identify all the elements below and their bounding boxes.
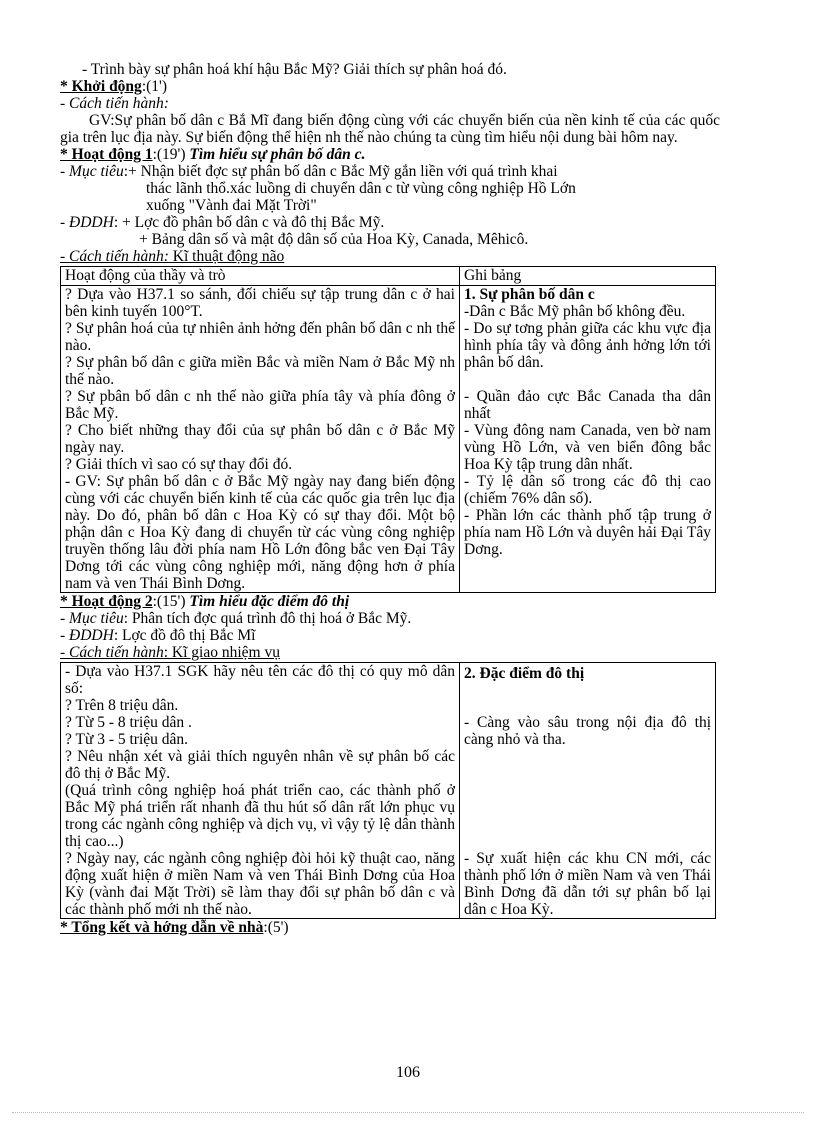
cach-tien-hanh-1: - Cách tiến hành: bbox=[60, 95, 169, 112]
hd2-dddh-text: : Lợc đồ đô thị Bắc Mĩ bbox=[113, 627, 256, 644]
hd1-left-q2: ? Sự phân hoá của tự nhiên ảnh hởng đến phân bố dân c nh thế nào. bbox=[65, 320, 455, 354]
hd2-right-1: - Càng vào sâu trong nội địa đô thị càng nhỏ và tha. bbox=[464, 714, 711, 748]
hd1-muc-tieu-1: :+ Nhận biết đợc sự phân bố dân c Bắc Mỹ gắn liền với quá trình khai bbox=[123, 163, 558, 180]
hd1-cth-label: - Cách tiến hành: bbox=[60, 248, 169, 265]
hd2-left-7: ? Ngày nay, các ngành công nghiệp đòi hỏi kỹ thuật cao, năng động xuất hiện ở miền Nam và ven Thái Bình Dơng của Hoa Kỳ (vành đai Mặt Trời) sẽ làm thay đổi sự phân bố dân c và các thành phố mới nh thế nào. bbox=[65, 850, 455, 918]
hd1-right-5: - Tỷ lệ dân số trong các đô thị cao (chiếm 76% dân số). bbox=[464, 473, 711, 507]
hd2-left-5: ? Nêu nhận xét và giải thích nguyên nhân về sự phân bố các đô thị ở Bắc Mỹ. bbox=[65, 748, 455, 782]
hd2-muc-tieu-text: : Phân tích đợc quá trình đô thị hoá ở Bắc Mỹ. bbox=[123, 610, 412, 627]
khoi-dong-label: * Khởi động bbox=[60, 78, 142, 95]
hd2-right-title: 2. Đặc điểm đô thị bbox=[464, 665, 585, 682]
hd1-muc-tieu bbox=[60, 163, 720, 180]
hd1-muc-tieu-2: thác lãnh thổ.xác luồng di chuyển dân c từ vùng công nghiệp Hồ Lớn bbox=[146, 180, 576, 197]
hd1-header-left: Hoạt động của thầy và trò bbox=[61, 267, 460, 286]
hd2-heading bbox=[60, 593, 720, 610]
hd1-left-cell bbox=[61, 286, 460, 593]
hd2-left-cell bbox=[61, 663, 460, 919]
hd2-left-1: - Dựa vào H37.1 SGK hãy nêu tên các đô thị có quy mô dân số: bbox=[65, 663, 455, 697]
hd1-dddh-1: : + Lợc đồ phân bố dân c và đô thị Bắc Mỹ. bbox=[113, 214, 385, 231]
hd1-title: Tìm hiểu sự phân bố dân c. bbox=[189, 146, 366, 163]
hd2-right-cell bbox=[460, 663, 716, 919]
tong-ket-heading bbox=[60, 919, 720, 936]
hd2-muc-tieu bbox=[60, 610, 720, 627]
hd1-right-2: - Do sự tơng phản giữa các khu vực địa hình phía tây và đông ảnh hởng lớn tới phân bố dân. bbox=[464, 320, 711, 371]
hd2-table bbox=[60, 662, 716, 919]
hd1-muc-tieu-3: xuống "Vành đai Mặt Trời" bbox=[146, 197, 317, 214]
hd1-right-1: -Dân c Bắc Mỹ phân bố không đều. bbox=[464, 303, 686, 320]
hd2-left-2: ? Trên 8 triệu dân. bbox=[65, 697, 179, 714]
page-bottom-divider bbox=[12, 1112, 804, 1113]
hd1-right-title: 1. Sự phân bố dân c bbox=[464, 286, 595, 303]
hd2-dddh-label: - ĐDDH bbox=[60, 627, 114, 644]
tong-ket-time: :(5') bbox=[263, 919, 289, 936]
hd1-table bbox=[60, 266, 716, 593]
hd1-right-3: - Quần đảo cực Bắc Canada tha dân nhất bbox=[464, 388, 711, 422]
hd2-cth-label: - Cách tiến hành bbox=[60, 644, 164, 661]
spacer bbox=[464, 684, 711, 714]
hd1-time: :(19') bbox=[152, 146, 186, 163]
hd1-heading bbox=[60, 146, 720, 163]
hd2-table-body bbox=[61, 663, 716, 919]
hd1-right-cell bbox=[460, 286, 716, 593]
tong-ket-label: * Tổng kết và hớng dẫn về nhà bbox=[60, 919, 264, 936]
spacer bbox=[464, 748, 711, 850]
page-number: 106 bbox=[396, 1064, 420, 1081]
spacer bbox=[464, 371, 711, 388]
hd2-left-4: ? Từ 3 - 5 triệu dân. bbox=[65, 731, 189, 748]
hd2-time: :(15') bbox=[152, 593, 186, 610]
hd1-left-q1: ? Dựa vào H37.1 so sánh, đối chiếu sự tập trung dân c ở hai bên kinh tuyến 100°T. bbox=[65, 286, 455, 320]
document-page bbox=[60, 61, 720, 936]
hd2-right-2: - Sự xuất hiện các khu CN mới, các thành phố lớn ở miền Nam và ven Thái Bình Dơng đã dẫn tới sự phân bố lại dân c Hoa Kỳ. bbox=[464, 850, 711, 918]
hd2-cach-tien-hanh bbox=[60, 644, 720, 661]
hd2-muc-tieu-label: - Mục tiêu bbox=[60, 610, 124, 627]
khoi-dong-time: :(1') bbox=[141, 78, 167, 95]
intro-line: - Trình bày sự phân hoá khí hậu Bắc Mỹ? Giải thích sự phân hoá đó. bbox=[82, 61, 507, 78]
hd1-left-q5: ? Cho biết những thay đổi của sự phân bố dân c ở Bắc Mỹ ngày nay. bbox=[65, 422, 455, 456]
hd2-left-6: (Quá trình công nghiệp hoá phát triển cao, các thành phố ở Bắc Mỹ phá triển rất nhanh đã thu hút số dân rất lớn phục vụ trong các ngành công nghiệp và dịch vụ, vì vậy tỷ lệ dân thành thị cao...) bbox=[65, 782, 455, 850]
hd1-left-q3: ? Sự phân bố dân c giữa miền Bắc và miền Nam ở Bắc Mỹ nh thế nào. bbox=[65, 354, 455, 388]
hd1-muc-tieu-label: - Mục tiêu bbox=[60, 163, 124, 180]
hd1-left-q6: ? Giải thích vì sao có sự thay đổi đó. bbox=[65, 456, 293, 473]
hd1-table-header bbox=[61, 267, 716, 286]
hd1-left-q4: ? Sự pbân bố dân c nh thế nào giữa phía tây và phía đông ở Bắc Mỹ. bbox=[65, 388, 455, 422]
hd1-left-gv: - GV: Sự phân bố dân c ở Bắc Mỹ ngày nay đang biến động cùng với các chuyển biến kinh tế của các quốc gia trên lục địa này. Do đó, phân bố dân c Hoa Kỳ có sự thay đổi. Một bộ phận dân c Hoa Kỳ đang di chuyển từ các vùng công nghiệp truyền thống lâu đời phía nam Hồ Lớn đông bắc ven Đại Tây Dơng tới các vùng công nghiệp mới, năng động hơn ở phía nam và ven Thái Bình Dơng. bbox=[65, 473, 455, 592]
hd1-table-body bbox=[61, 286, 716, 593]
hd1-right-6: - Phần lớn các thành phố tập trung ở phía nam Hồ Lớn và duyên hải Đại Tây Dơng. bbox=[464, 507, 711, 558]
hd2-dddh bbox=[60, 627, 720, 644]
gv-intro-text: GV:Sự phân bố dân c Bắ Mĩ đang biến động cùng với các chuyển biến của nền kinh tế của các quốc gia trên lục địa này. Sự biến động thể hiện nh thế nào chúng ta cùng tìm hiểu nội dung bài hôm nay. bbox=[60, 112, 720, 146]
hd1-dddh-label: - ĐDDH bbox=[60, 214, 114, 231]
hd1-header-right: Ghi bảng bbox=[460, 267, 716, 286]
hd2-cth-text: : Kĩ giao nhiệm vụ bbox=[163, 644, 280, 661]
hd1-cth-text: Kĩ thuật động não bbox=[168, 248, 285, 265]
hd2-label: * Hoạt động 2 bbox=[60, 593, 153, 610]
hd1-label: * Hoạt động 1 bbox=[60, 146, 153, 163]
hd1-dddh bbox=[60, 214, 720, 231]
hd2-title: Tìm hiểu đặc điểm đô thị bbox=[189, 593, 350, 610]
hd1-dddh-2: + Bảng dân số và mật độ dân số của Hoa Kỳ, Canada, Mêhicô. bbox=[139, 231, 529, 248]
hd2-left-3: ? Từ 5 - 8 triệu dân . bbox=[65, 714, 192, 731]
hd1-right-4: - Vùng đông nam Canada, ven bờ nam vùng Hồ Lớn, và ven biển đông bắc Hoa Kỳ tập trung dân nhất. bbox=[464, 422, 711, 473]
khoi-dong-heading bbox=[60, 78, 720, 95]
hd1-cach-tien-hanh bbox=[60, 248, 720, 265]
